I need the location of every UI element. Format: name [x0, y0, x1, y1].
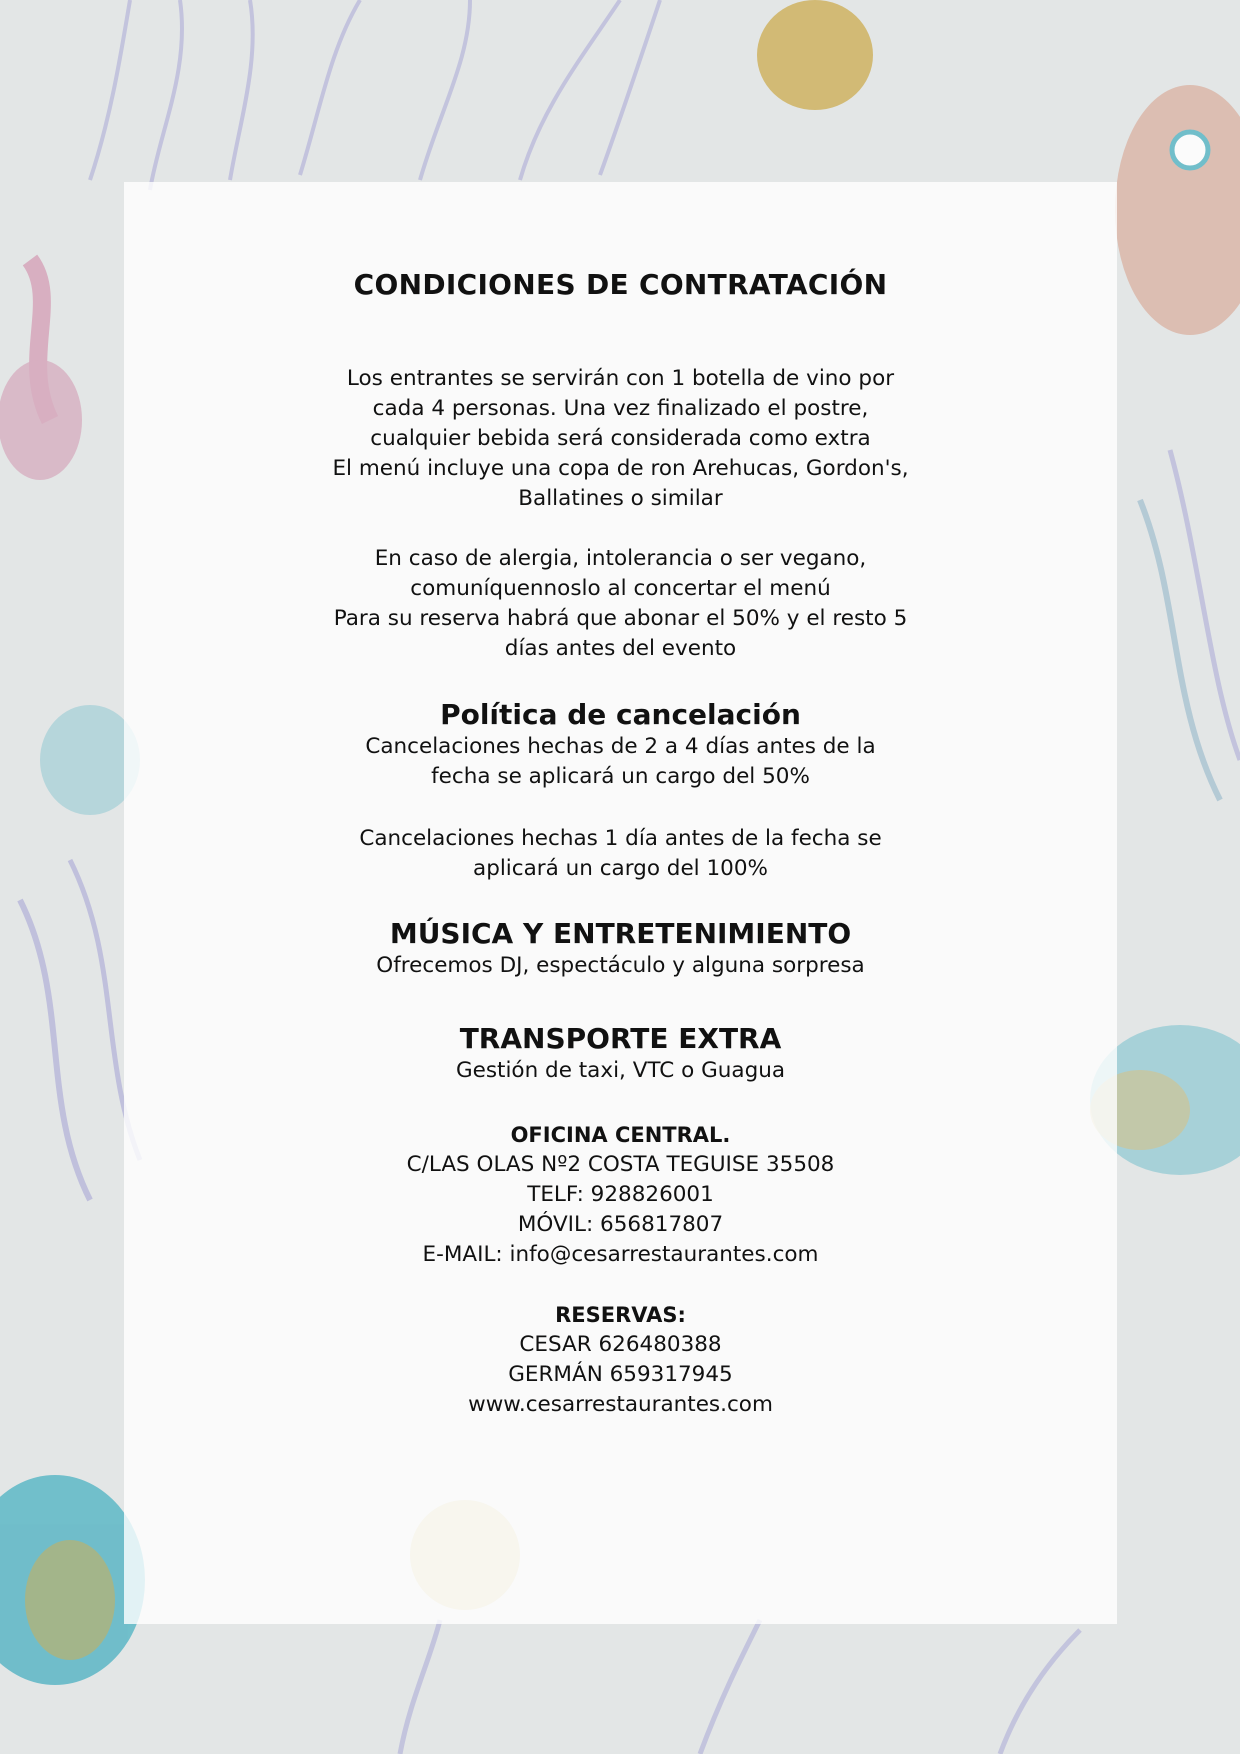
- music-heading: MÚSICA Y ENTRETENIMIENTO: [389, 917, 852, 950]
- cancellation-second-paragraph: [124, 824, 1117, 884]
- cancellation-line: Cancelaciones hechas 1 día antes de la fecha se: [359, 826, 882, 851]
- allergy-line: Para su reserva habrá que abonar el 50% y el resto 5: [333, 606, 908, 631]
- office-email: E-MAIL: info@cesarrestaurantes.com: [422, 1242, 819, 1267]
- office-address: C/LAS OLAS Nº2 COSTA TEGUISE 35508: [406, 1152, 835, 1177]
- music-text: Ofrecemos DJ, espectáculo y alguna sorpresa: [376, 953, 865, 978]
- intro-line: El menú incluye una copa de ron Arehucas, Gordon's,: [332, 456, 909, 481]
- intro-line: cualquier bebida será considerada como extra: [370, 426, 871, 451]
- intro-line: cada 4 personas. Una vez finalizado el postre,: [372, 396, 869, 421]
- cancellation-line: aplicará un cargo del 100%: [473, 856, 768, 881]
- allergy-line: En caso de alergia, intolerancia o ser vegano,: [374, 546, 867, 571]
- intro-line: Los entrantes se servirán con 1 botella de vino por: [346, 366, 895, 391]
- transport-heading: TRANSPORTE EXTRA: [459, 1022, 782, 1055]
- reservations-heading: RESERVAS:: [555, 1303, 686, 1327]
- cancellation-section: [124, 698, 1117, 792]
- music-section: [124, 917, 1117, 981]
- office-section: [124, 1120, 1117, 1270]
- cancellation-line: Cancelaciones hechas de 2 a 4 días antes de la: [365, 734, 876, 759]
- transport-text: Gestión de taxi, VTC o Guagua: [455, 1058, 786, 1083]
- page-title: CONDICIONES DE CONTRATACIÓN: [353, 268, 888, 301]
- allergy-line: comuníquennoslo al concertar el menú: [410, 576, 831, 601]
- office-phone: TELF: 928826001: [527, 1182, 714, 1207]
- website-link[interactable]: www.cesarrestaurantes.com: [468, 1392, 773, 1417]
- intro-paragraph: [124, 364, 1117, 514]
- reservations-section: [124, 1300, 1117, 1420]
- allergy-line: días antes del evento: [504, 636, 737, 661]
- allergy-paragraph: [124, 544, 1117, 664]
- cancellation-line: fecha se aplicará un cargo del 50%: [431, 764, 810, 789]
- transport-section: [124, 1022, 1117, 1086]
- reservation-contact: CESAR 626480388: [519, 1332, 722, 1357]
- reservation-contact: GERMÁN 659317945: [508, 1362, 733, 1387]
- office-heading: OFICINA CENTRAL.: [510, 1123, 731, 1147]
- office-mobile: MÓVIL: 656817807: [517, 1212, 724, 1237]
- cancellation-heading: Política de cancelación: [440, 698, 801, 731]
- intro-line: Ballatines o similar: [518, 486, 723, 511]
